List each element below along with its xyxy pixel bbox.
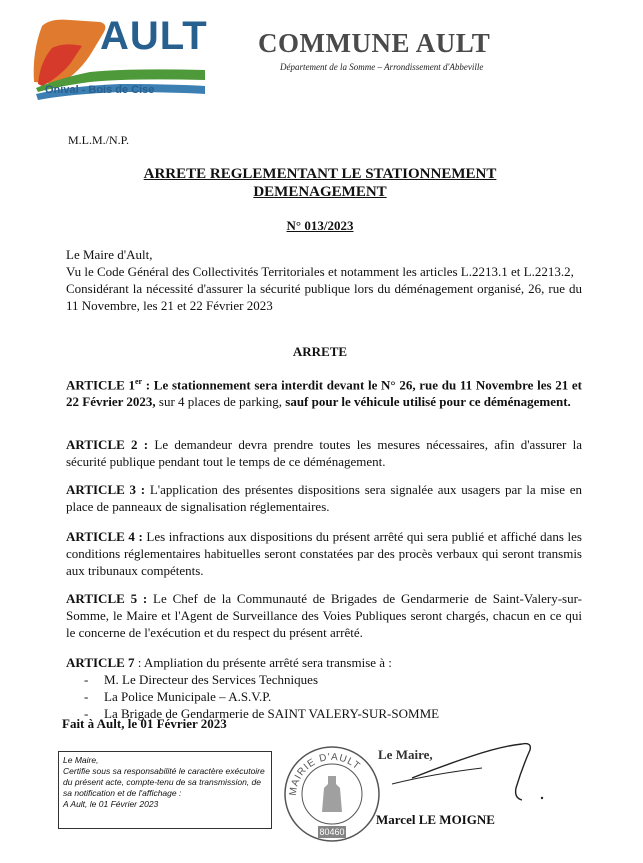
arrete-heading: ARRETE <box>292 344 348 359</box>
commune-title: COMMUNE AULT <box>258 28 491 58</box>
article-1-text-bold: : Le stationnement sera interdit devant le N° 26, rue du 11 Novembre les 21 et 22 Février 2023, <box>66 377 583 410</box>
recipient-item: - M. Le Directeur des Services Techniques <box>80 671 582 688</box>
article-7-label: ARTICLE 7 <box>66 655 135 670</box>
article-1 <box>66 373 582 410</box>
article-3-label: ARTICLE 3 : <box>66 482 146 497</box>
article-5-label: ARTICLE 5 : <box>66 591 148 606</box>
article-1-text: sur 4 places de parking, <box>155 394 286 410</box>
article-5-text: Le Chef de la Communauté de Brigades de Gendarmerie de Saint-Valery-sur-Somme, le Maire et l'Agent de Surveillance des Voies Publiques seront chargés, chacun en ce qui le concerne de l'exécution et du respect du présent arrêté. <box>66 591 582 640</box>
article-3-text: L'application des présentes dispositions sera signalée aux usagers par la mise en place de panneaux de signalisation réglementaires. <box>66 482 583 514</box>
certification-line3: A Ault, le 01 Février 2023 <box>63 799 159 809</box>
preamble <box>66 246 582 314</box>
signatory-title: Le Maire, <box>378 747 433 762</box>
recipient-item: - La Police Municipale – A.S.V.P. <box>80 688 582 705</box>
article-4-label: ARTICLE 4 : <box>66 529 143 544</box>
document-title-line1: ARRETE REGLEMENTANT LE STATIONNEMENT <box>143 166 497 182</box>
article-7-text: : Ampliation du présente arrêté sera transmise à : <box>134 655 392 670</box>
article-2-text: Le demandeur devra prendre toutes les mesures nécessaires, afin d'assurer la sécurité publique pendant tout le temps de ce déménagement. <box>66 437 583 469</box>
certification-line2: Certifie sous sa responsabilité le caractère exécutoire du présent acte, compte-tenu de sa transmission, de sa notification et de l'affichage : <box>63 766 265 798</box>
article-7 <box>66 654 582 722</box>
stamp-postcode: 80460 <box>319 827 345 837</box>
article-5 <box>66 590 582 641</box>
preamble-line3: Considérant la nécessité d'assurer la sécurité publique lors du déménagement organisé, 26, rue du 11 Novembre, les 21 et 22 Février 2023 <box>66 281 582 313</box>
stamp-top-text: MAIRIE D'AULT <box>287 751 363 797</box>
preamble-line1: Le Maire d'Ault, <box>66 247 153 262</box>
article-1-label: ARTICLE 1 <box>66 377 135 393</box>
logo-name: AULT <box>100 14 208 58</box>
signed-at: Fait à Ault, le 01 Février 2023 <box>62 716 227 731</box>
reference: M.L.M./N.P. <box>68 133 130 147</box>
article-1-text-bold2: sauf pour le véhicule utilisé pour ce déménagement. <box>285 394 571 410</box>
article-2 <box>66 436 582 470</box>
department-line: Département de la Somme – Arrondissement d'Abbeville <box>280 62 484 72</box>
article-3 <box>66 481 582 515</box>
recipient-item: - La Brigade de Gendarmerie de SAINT VALERY-SUR-SOMME <box>80 705 582 722</box>
document-title-line2: DEMENAGEMENT <box>253 184 387 200</box>
arrete-number: N° 013/2023 <box>286 218 354 233</box>
preamble-line2: Vu le Code Général des Collectivités Territoriales et notamment les articles L.2213.1 et L.2213.2, <box>66 264 574 279</box>
certification-box <box>58 751 272 829</box>
certification-line1: Le Maire, <box>63 755 99 765</box>
signatory-name: Marcel LE MOIGNE <box>376 812 495 827</box>
recipient-list <box>80 671 582 722</box>
logo-subtitle: Onival - Bois de Cise <box>45 84 155 96</box>
article-1-sup: er <box>134 377 143 386</box>
article-4-text: Les infractions aux dispositions du présent arrêté qui sera publié et affiché dans les conditions réglementaires habituelles seront constatées par des procès verbaux qui seront transmis aux tribunaux compétents. <box>66 529 582 578</box>
mairie-stamp <box>282 744 382 844</box>
article-2-label: ARTICLE 2 : <box>66 437 149 452</box>
article-4 <box>66 528 582 579</box>
